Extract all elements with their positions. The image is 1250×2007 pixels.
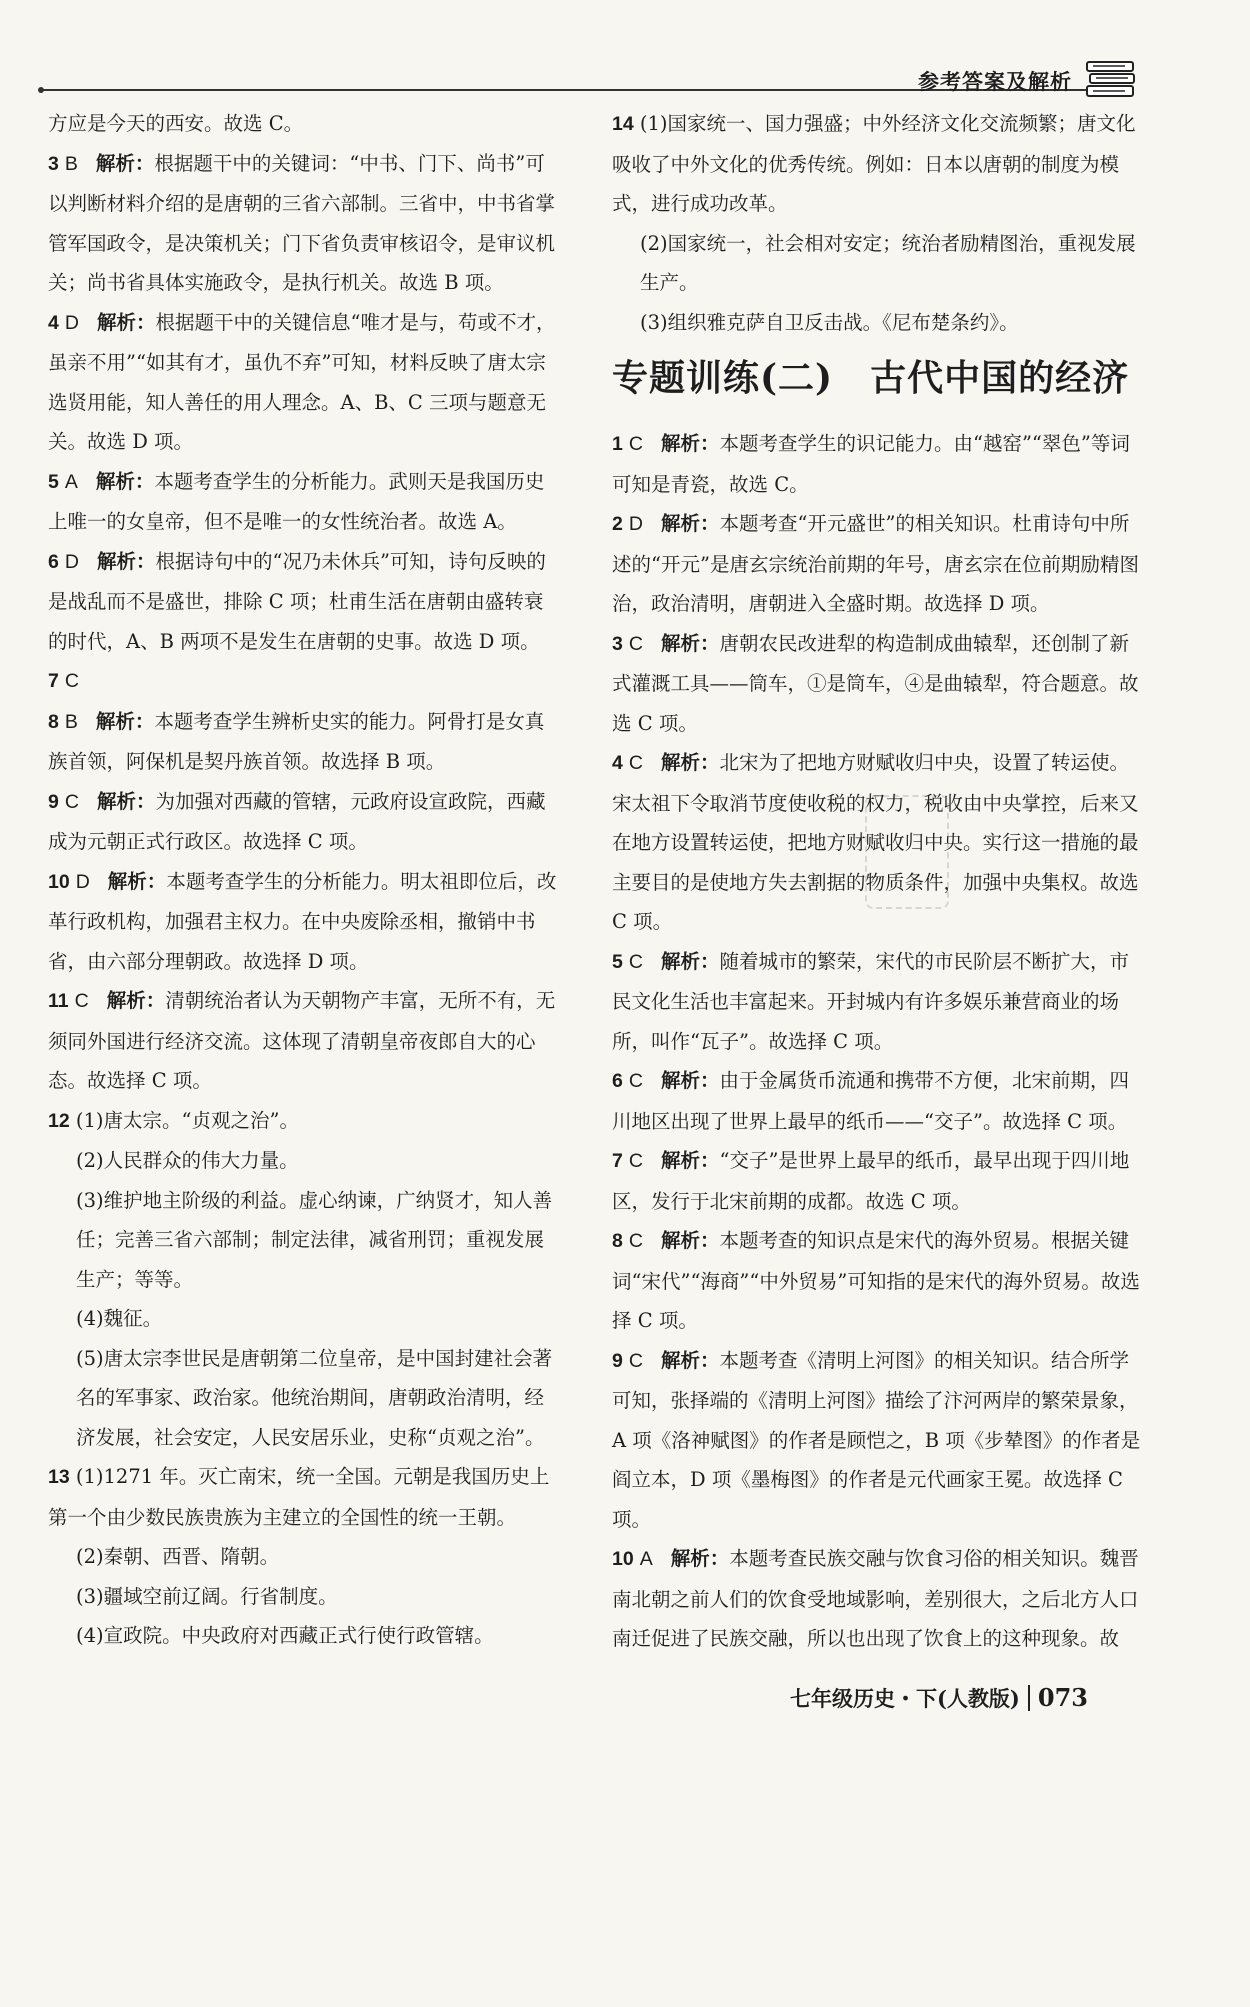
- question-number: 4: [48, 311, 59, 334]
- question-number: 13: [48, 1466, 70, 1488]
- analysis-label: 解析：: [660, 1069, 720, 1092]
- footer-book: 七年级历史・下(人教版): [790, 1686, 1020, 1711]
- answer-text: 本题考查《清明上河图》的相关知识。结合所学可知，张择端的《清明上河图》描绘了汴河两岸的繁荣景象，A 项《洛神赋图》的作者是顾恺之，B 项《步辇图》的作者是阎立本，D 项《墨梅图》的作者是元代画家王冕。故选择 C 项。: [612, 1348, 1141, 1531]
- answer-text: 本题考查学生的识记能力。由“越窑”“翠色”等词可知是青瓷，故选 C。: [612, 432, 1130, 496]
- question-number: 3: [612, 632, 623, 655]
- analysis-label: 解析：: [670, 1547, 730, 1570]
- analysis-label: 解析：: [96, 310, 156, 334]
- answer-item: [612, 1341, 1142, 1540]
- sub-answer: (2)人民群众的伟大力量。: [76, 1149, 299, 1172]
- answer-choice: D: [64, 311, 79, 334]
- answer-text: 本题考查民族交融与饮食习俗的相关知识。魏晋南北朝之前人们的饮食受地域影响，差别很大，之后北方人口南迁促进了民族交融，所以也出现了饮食上的这种现象。故: [612, 1547, 1139, 1650]
- answer-item: [48, 702, 560, 782]
- sub-answer: (3)疆域空前辽阔。行省制度。: [76, 1584, 338, 1608]
- page-number: 073: [1037, 1683, 1088, 1712]
- section-title: 专题训练(二) 古代中国的经济: [612, 357, 1130, 399]
- answer-item: [612, 1539, 1142, 1659]
- question-number: 1: [612, 433, 623, 455]
- sub-answer: (3)维护地主阶级的利益。虚心纳谏，广纳贤才，知人善任；完善三省六部制；制定法律，减省刑罚；重视发展生产；等等。: [76, 1188, 553, 1291]
- answer-text: “交子”是世界上最早的纸币，最早出现于四川地区，发行于北宋前期的成都。故选 C 项。: [612, 1149, 1130, 1213]
- answer-item: [48, 144, 560, 303]
- answer-choice: D: [628, 513, 643, 535]
- question-number: 5: [612, 950, 623, 973]
- analysis-label: 解析：: [96, 549, 156, 573]
- answer-item: [48, 462, 560, 542]
- answer-item: [48, 862, 560, 982]
- analysis-label: 解析：: [95, 469, 155, 493]
- answer-text: 为加强对西藏的管辖，元政府设宣政院，西藏成为元朝正式行政区。故选择 C 项。: [48, 789, 546, 853]
- answer-choice: A: [639, 1548, 653, 1570]
- answer-text: 北宋为了把地方财赋收归中央，设置了转运使。宋太祖下令取消节度使收税的权力，税收由中央掌控，后来又在地方设置转运使，把地方财赋收归中央。实行这一措施的最主要目的是使地方失去割据的物质条件，加强中央集权。故选 C 项。: [612, 751, 1139, 933]
- answer-text: 根据题干中的关键词：“中书、门下、尚书”可以判断材料介绍的是唐朝的三省六部制。三省中，中书省掌管军国政令，是决策机关；门下省负责审核诏令，是审议机关；尚书省具体实施政令，是执行机关。故选 B 项。: [48, 151, 556, 294]
- answer-choice: D: [64, 550, 79, 573]
- footer-divider: [1028, 1685, 1030, 1711]
- answer-text: 根据诗句中的“况乃未休兵”可知，诗句反映的是战乱而不是盛世，排除 C 项；杜甫生活在唐朝由盛转衰的时代，A、B 两项不是发生在唐朝的史事。故选 D 项。: [48, 549, 546, 653]
- answer-choice: B: [64, 152, 78, 175]
- answer-item: [612, 104, 1142, 224]
- question-number: 6: [48, 550, 59, 573]
- answer-item: [48, 661, 560, 702]
- sub-answer: (5)唐太宗李世民是唐朝第二位皇帝，是中国封建社会著名的军事家、政治家。他统治期间，唐朝政治清明，经济发展，社会安定，人民安居乐业，史称“贞观之治”。: [76, 1346, 553, 1449]
- question-number: 4: [612, 752, 623, 774]
- analysis-label: 解析：: [660, 949, 720, 973]
- sub-answer: (2)国家统一，社会相对安定；统治者励精图治，重视发展生产。: [640, 231, 1136, 294]
- answer-choice: C: [628, 632, 643, 655]
- answer-choice: C: [64, 670, 79, 692]
- analysis-label: 解析：: [660, 432, 720, 455]
- sub-answer: (4)宣政院。中央政府对西藏正式行使行政管辖。: [76, 1624, 494, 1647]
- analysis-label: 解析：: [660, 751, 720, 774]
- left-column: [48, 104, 560, 1656]
- analysis-label: 解析：: [107, 869, 167, 893]
- question-number: 11: [48, 990, 69, 1012]
- answer-item: [612, 424, 1142, 504]
- question-number: 10: [48, 870, 70, 893]
- answer-item: [612, 504, 1142, 624]
- answer-choice: B: [64, 710, 78, 733]
- answer-text: 随着城市的繁荣，宋代的市民阶层不断扩大，市民文化生活也丰富起来。开封城内有许多娱乐兼营商业的场所，叫作“瓦子”。故选择 C 项。: [612, 949, 1129, 1053]
- sub-answer: (2)秦朝、西晋、隋朝。: [76, 1545, 280, 1568]
- answer-text: 根据题干中的关键信息“唯才是与，苟或不才，虽亲不用”“如其有才，虽仇不弃”可知，材料反映了唐太宗选贤用能，知人善任的用人理念。A、B、C 三项与题意无关。故选 D 项。: [48, 310, 556, 453]
- answer-text: (1)国家统一、国力强盛；中外经济文化交流频繁；唐文化吸收了中外文化的优秀传统。例如：日本以唐朝的制度为模式，进行成功改革。: [612, 112, 1136, 215]
- answer-text: (1)唐太宗。“贞观之治”。: [75, 1108, 299, 1132]
- analysis-label: 解析：: [660, 1149, 720, 1172]
- analysis-label: 解析：: [95, 709, 155, 733]
- answer-choice: C: [628, 752, 643, 774]
- answer-item: [48, 782, 560, 862]
- answer-text: 唐朝农民改进犁的构造制成曲辕犁，还创制了新式灌溉工具——筒车，①是筒车，④是曲辕犁，符合题意。故选 C 项。: [612, 631, 1139, 735]
- answer-text: 清朝统治者认为天朝物产丰富，无所不有，无须同外国进行经济交流。这体现了清朝皇帝夜郎自大的心态。故选择 C 项。: [48, 989, 556, 1092]
- answer-choice: C: [74, 990, 89, 1012]
- answer-choice: C: [628, 950, 643, 973]
- answer-text: (1)1271 年。灭亡南宋，统一全国。元朝是我国历史上第一个由少数民族贵族为主建立的全国性的统一王朝。: [48, 1465, 550, 1529]
- question-number: 7: [48, 670, 59, 692]
- answer-text: 本题考查“开元盛世”的相关知识。杜甫诗句中所述的“开元”是唐玄宗统治前期的年号，唐玄宗在位前期励精图治，政治清明，唐朝进入全盛时期。故选择 D 项。: [612, 512, 1139, 615]
- analysis-label: 解析：: [660, 512, 720, 535]
- analysis-label: 解析：: [96, 789, 156, 813]
- question-number: 5: [48, 470, 59, 493]
- answer-choice: C: [628, 1150, 643, 1172]
- question-number: 6: [612, 1070, 623, 1092]
- question-number: 8: [612, 1230, 623, 1252]
- analysis-label: 解析：: [660, 631, 720, 655]
- analysis-label: 解析：: [95, 151, 155, 175]
- right-column-top: [612, 104, 1142, 342]
- question-number: 9: [48, 790, 59, 813]
- question-number: 10: [612, 1548, 634, 1570]
- analysis-label: 解析：: [660, 1348, 720, 1372]
- answer-text: 本题考查学生辨析史实的能力。阿骨打是女真族首领，阿保机是契丹族首领。故选择 B 项。: [48, 709, 545, 773]
- answer-item: [612, 624, 1142, 744]
- answer-item: [48, 981, 560, 1101]
- analysis-label: 解析：: [106, 989, 166, 1012]
- analysis-label: 解析：: [660, 1229, 720, 1252]
- answer-item: [612, 942, 1142, 1062]
- answer-item: [48, 542, 560, 662]
- right-column-bottom: [612, 424, 1142, 1659]
- answer-choice: A: [64, 470, 78, 493]
- answer-text: 本题考查学生的分析能力。武则天是我国历史上唯一的女皇帝，但不是唯一的女性统治者。故选 A。: [48, 469, 545, 533]
- answer-item: [48, 303, 560, 462]
- answer-choice: C: [628, 1230, 643, 1252]
- answer-item: [612, 1061, 1142, 1141]
- answer-item: [612, 1221, 1142, 1341]
- answer-choice: D: [75, 870, 90, 893]
- books-icon: [1085, 58, 1137, 100]
- watermark-seal: [865, 795, 949, 909]
- question-number: 3: [48, 152, 59, 175]
- question-number: 8: [48, 710, 59, 733]
- answer-item: [48, 1457, 560, 1537]
- answer-text: 由于金属货币流通和携带不方便，北宋前期，四川地区出现了世界上最早的纸币——“交子”。故选择 C 项。: [612, 1069, 1129, 1133]
- sub-answer: (4)魏征。: [76, 1307, 163, 1330]
- answer-choice: C: [64, 790, 79, 813]
- answer-choice: C: [628, 1070, 643, 1092]
- question-number: 9: [612, 1349, 623, 1372]
- answer-item: [612, 1141, 1142, 1221]
- sub-answer: (3)组织雅克萨自卫反击战。《尼布楚条约》。: [640, 310, 1019, 334]
- question-number: 2: [612, 513, 623, 535]
- answer-text: 本题考查学生的分析能力。明太祖即位后，改革行政机构，加强君主权力。在中央废除丞相，撤销中书省，由六部分理朝政。故选择 D 项。: [48, 869, 557, 973]
- continued-text: 方应是今天的西安。故选 C。: [48, 112, 304, 135]
- question-number: 7: [612, 1150, 623, 1172]
- answer-text: 本题考查的知识点是宋代的海外贸易。根据关键词“宋代”“海商”“中外贸易”可知指的是宋代的海外贸易。故选择 C 项。: [612, 1229, 1140, 1332]
- header-title: 参考答案及解析: [918, 69, 1072, 94]
- answer-item: [48, 1101, 560, 1142]
- answer-choice: C: [628, 1349, 643, 1372]
- footer: [790, 1683, 1088, 1713]
- answer-choice: C: [628, 433, 643, 455]
- question-number: 14: [612, 113, 634, 135]
- question-number: 12: [48, 1109, 70, 1132]
